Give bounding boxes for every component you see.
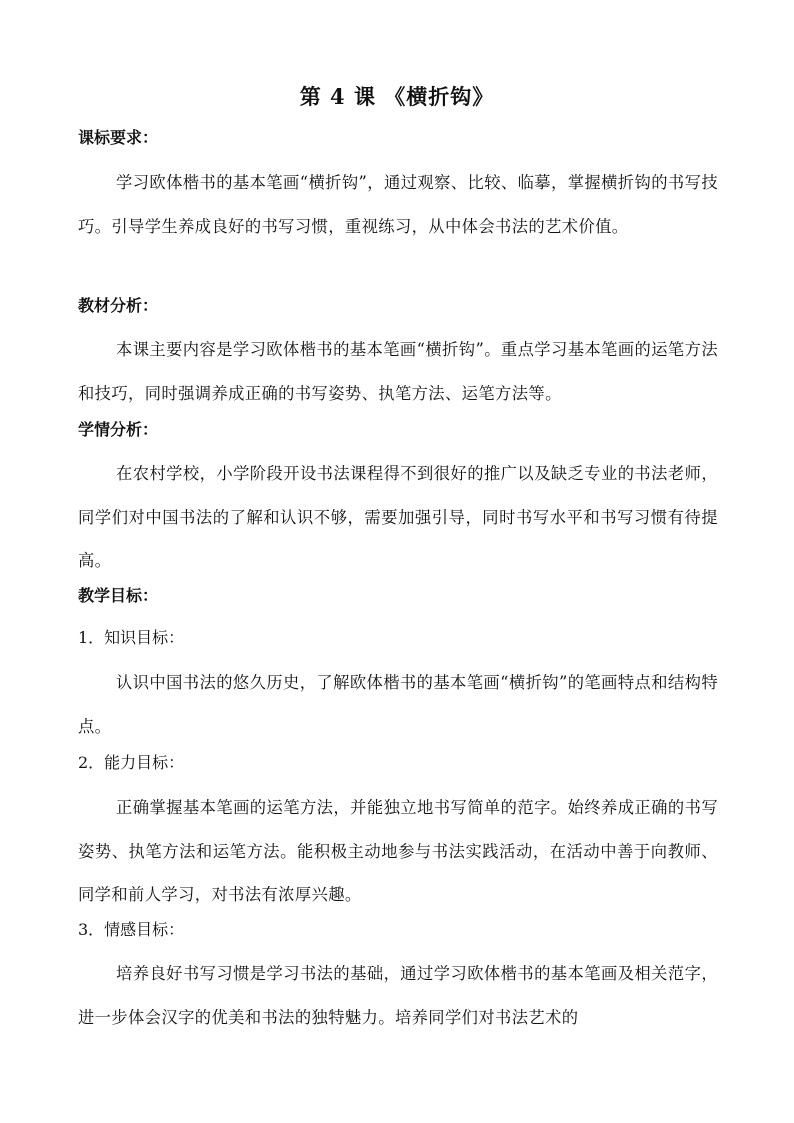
material-paragraph: 本课主要内容是学习欧体楷书的基本笔画“横折钩”。重点学习基本笔画的运笔方法和技巧，同时强调养成正确的书写姿势、执笔方法、运笔方法等。 bbox=[78, 340, 718, 403]
goals-heading: 教学目标： bbox=[78, 586, 159, 605]
lesson-title: 第 4 课 《横折钩》 bbox=[299, 84, 495, 109]
curriculum-heading: 课标要求： bbox=[78, 128, 159, 147]
ability-goal-paragraph: 正确掌握基本笔画的运笔方法，并能独立地书写简单的范字。始终养成正确的书写姿势、执笔方法和运笔方法。能积极主动地参与书法实践活动，在活动中善于向教师、同学和前人学习，对书法有浓厚兴趣。 bbox=[78, 798, 718, 904]
students-heading: 学情分析： bbox=[78, 420, 159, 439]
emotion-goal-label: 3．情感目标： bbox=[78, 920, 185, 939]
curriculum-paragraph: 学习欧体楷书的基本笔画“横折钩”，通过观察、比较、临摹，掌握横折钩的书写技巧。引导学生养成良好的书写习惯，重视练习，从中体会书法的艺术价值。 bbox=[78, 173, 718, 236]
material-heading: 教材分析： bbox=[78, 296, 159, 315]
emotion-goal-paragraph: 培养良好书写习惯是学习书法的基础，通过学习欧体楷书的基本笔画及相关范字，进一步体会汉字的优美和书法的独特魅力。培养同学们对书法艺术的 bbox=[78, 964, 718, 1027]
students-paragraph: 在农村学校，小学阶段开设书法课程得不到很好的推广以及缺乏专业的书法老师，同学们对中国书法的了解和认识不够，需要加强引导，同时书写水平和书写习惯有待提高。 bbox=[78, 464, 718, 570]
knowledge-goal-paragraph: 认识中国书法的悠久历史，了解欧体楷书的基本笔画“横折钩”的笔画特点和结构特点。 bbox=[78, 673, 718, 736]
ability-goal-label: 2．能力目标： bbox=[78, 753, 185, 772]
knowledge-goal-label: 1．知识目标： bbox=[78, 628, 185, 647]
